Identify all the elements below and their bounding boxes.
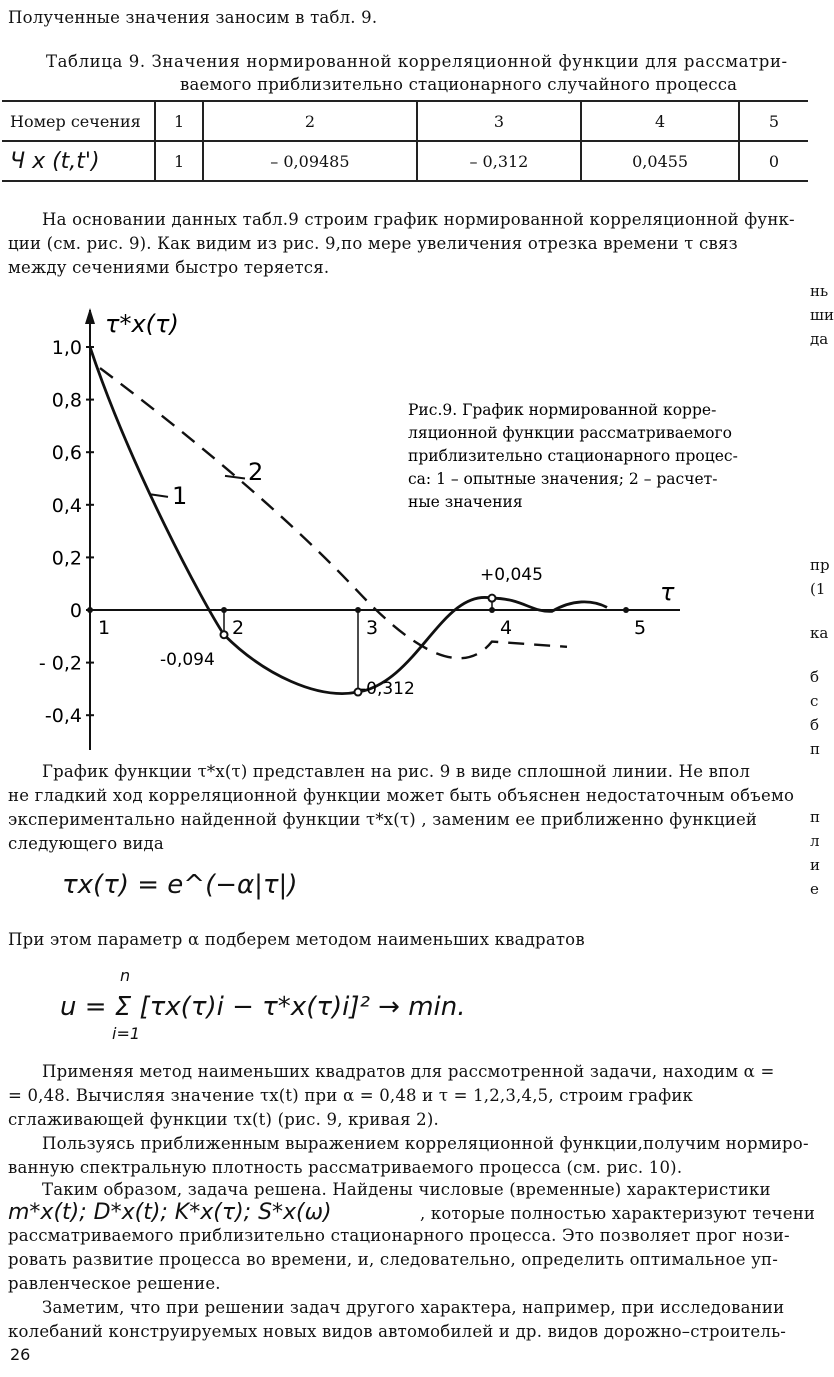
edge-text: ши xyxy=(810,306,834,324)
para2-line: не гладкий ход корреляционной функции может быть объяснен недостаточным объемо xyxy=(8,786,795,805)
value-cell: – 0,312 xyxy=(417,141,582,181)
y-axis-arrow xyxy=(85,308,95,324)
header-label-cell: Номер сечения xyxy=(2,101,155,141)
para1-line: ции (см. рис. 9). Как видим из рис. 9,по мере увеличения отрезка времени τ связ xyxy=(8,234,738,253)
x-tick-label: 5 xyxy=(634,617,647,639)
edge-text: е xyxy=(810,880,819,898)
para7-line: Заметим, что при решении задач другого характера, например, при исследовании xyxy=(42,1298,785,1317)
formula-exponential: τx(τ) = e^(−α|τ|) xyxy=(62,870,298,900)
series-1-line xyxy=(90,347,607,694)
edge-text: л xyxy=(810,832,820,850)
x-axis-label: τ xyxy=(660,578,675,606)
curve-1-label: 1 xyxy=(172,482,188,510)
table-row xyxy=(2,141,808,181)
header-cell: 1 xyxy=(155,101,203,141)
para6-line: , которые полностью характеризуют течени xyxy=(420,1204,816,1223)
table-caption-line2: ваемого приблизительно стационарного случайного процесса xyxy=(180,75,738,94)
header-cell: 2 xyxy=(203,101,416,141)
figure-caption-line: са: 1 – опытные значения; 2 – расчет- xyxy=(408,470,718,488)
x-tick-label: 2 xyxy=(232,617,245,639)
value-cell: – 0,09485 xyxy=(203,141,416,181)
para5-line: ванную спектральную плотность рассматриваемого процесса (см. рис. 10). xyxy=(8,1158,683,1177)
para2-line: График функции τ*x(τ) представлен на рис. 9 в виде сплошной линии. Не впол xyxy=(42,762,751,781)
edge-text: с xyxy=(810,692,819,710)
x-tick xyxy=(87,607,93,613)
para6-line: рассматриваемого приблизительно стационарного процесса. Это позволяет прог нози- xyxy=(8,1226,790,1245)
para7-line: колебаний конструируемых новых видов автомобилей и др. видов дорожно–строитель- xyxy=(8,1322,787,1341)
edge-text: и xyxy=(810,856,820,874)
table-header-row xyxy=(2,101,808,141)
characteristics-formula: m*x(t); D*x(t); K*x(τ); S*x(ω) xyxy=(8,1200,332,1225)
figure-caption-line: Рис.9. График нормированной корре- xyxy=(408,401,717,419)
curve-2-label: 2 xyxy=(248,458,264,486)
edge-text: ка xyxy=(810,624,829,642)
y-tick-label: 0,8 xyxy=(51,389,82,412)
y-tick-label: -0,4 xyxy=(44,705,82,728)
table-9 xyxy=(2,100,808,182)
edge-text: п xyxy=(810,808,820,826)
formula-least-squares: u = Σ [τx(τ)i − τ*x(τ)i]² → min. xyxy=(60,992,466,1022)
table-caption-line1: Таблица 9. Значения нормированной корреляционной функции для рассматри- xyxy=(46,52,788,71)
x-tick-label: 3 xyxy=(366,617,379,639)
figure-caption-line: приблизительно стационарного процес- xyxy=(408,447,738,465)
para5-line: Пользуясь приближенным выражением корреляционной функции,получим нормиро- xyxy=(42,1134,809,1153)
para4-line: = 0,48. Вычисляя значение τx(t) при α = 0,48 и τ = 1,2,3,4,5, строим график xyxy=(8,1086,694,1105)
y-tick-label: 0 xyxy=(69,600,82,622)
para6-line: равленческое решение. xyxy=(8,1274,221,1293)
figure-caption-line: ные значения xyxy=(408,493,523,511)
annotation-min-3: -0,312 xyxy=(360,679,415,699)
annotation-max-4: +0,045 xyxy=(480,565,543,585)
para2-line: экспериментально найденной функции τ*x(τ) , заменим ее приближенно функцией xyxy=(8,810,758,829)
figure-caption-line: ляционной функции рассматриваемого xyxy=(408,424,732,442)
edge-text: пр xyxy=(810,556,830,574)
series-1-point xyxy=(489,595,496,602)
value-cell: 0 xyxy=(739,141,808,181)
value-cell: 1 xyxy=(155,141,203,181)
x-tick-label: 4 xyxy=(500,617,513,639)
sum-lower-limit: i=1 xyxy=(112,1024,141,1043)
edge-text: п xyxy=(810,740,820,758)
edge-text: (1 xyxy=(810,580,826,598)
sum-upper-limit: n xyxy=(120,966,131,985)
y-tick-label: 0,2 xyxy=(51,547,82,570)
para4-line: сглаживающей функции τx(t) (рис. 9, кривая 2). xyxy=(8,1110,439,1129)
y-tick-label: 1,0 xyxy=(51,337,82,359)
y-tick-label: 0,6 xyxy=(51,442,82,465)
y-tick-label: 0,4 xyxy=(51,494,82,517)
x-tick xyxy=(623,607,629,613)
row-label-cell: Ч x (t,t') xyxy=(2,141,155,181)
para6-line: ровать развитие процесса во времени, и, следовательно, определить оптимальное уп- xyxy=(8,1250,779,1269)
para1-line: На основании данных табл.9 строим график нормированной корреляционной функ- xyxy=(42,210,795,229)
para3-line: При этом параметр α подберем методом наименьших квадратов xyxy=(8,930,585,949)
intro-line: Полученные значения заносим в табл. 9. xyxy=(8,8,378,27)
para1-line: между сечениями быстро теряется. xyxy=(8,258,330,277)
x-tick-label: 1 xyxy=(98,617,111,639)
page-number: 26 xyxy=(10,1345,31,1364)
header-cell: 5 xyxy=(739,101,808,141)
value-cell: 0,0455 xyxy=(581,141,739,181)
chart-marks xyxy=(90,347,607,696)
figure-9 xyxy=(0,290,800,760)
para4-line: Применяя метод наименьших квадратов для рассмотренной задачи, находим α = xyxy=(42,1062,775,1081)
annotation-min-2: -0,094 xyxy=(160,650,215,670)
edge-text: нь xyxy=(810,282,829,300)
edge-text: да xyxy=(810,330,829,348)
edge-text: б xyxy=(810,668,820,686)
y-tick-label: - 0,2 xyxy=(38,652,82,675)
edge-text: б xyxy=(810,716,820,734)
para2-line: следующего вида xyxy=(8,834,164,853)
header-cell: 4 xyxy=(581,101,739,141)
curve-1-pointer xyxy=(150,494,168,497)
series-1-point xyxy=(221,631,228,638)
header-cell: 3 xyxy=(417,101,582,141)
curve-2-pointer xyxy=(225,476,245,479)
y-axis-label: τ*x(τ) xyxy=(105,310,179,338)
para6-line: Таким образом, задача решена. Найдены числовые (временные) характеристики xyxy=(42,1180,771,1199)
